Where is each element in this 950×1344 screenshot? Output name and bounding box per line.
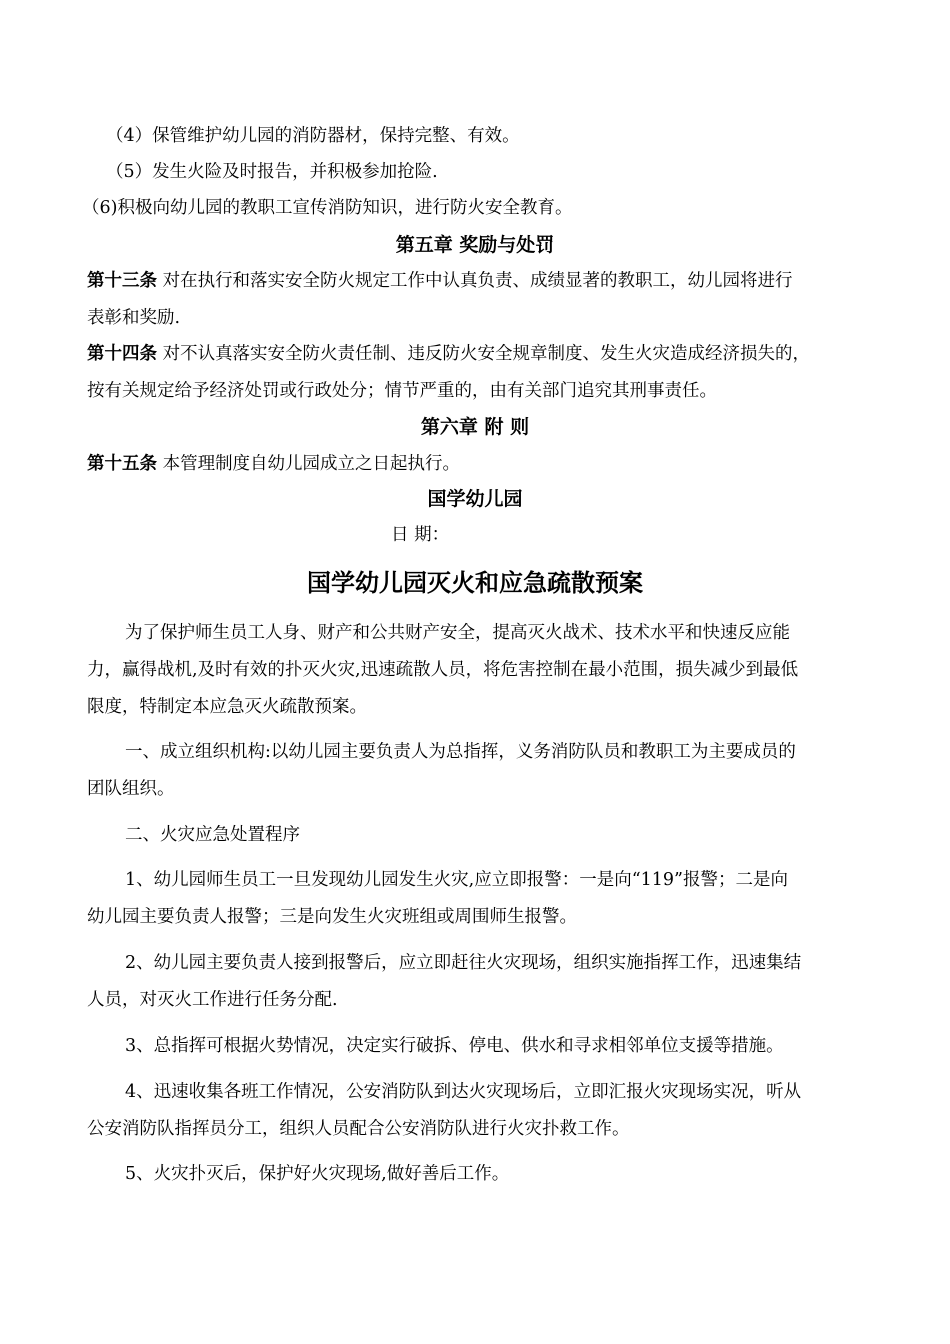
section-2-title: 二、火灾应急处置程序 [125, 825, 300, 845]
step-2-line-2: 人员，对灭火工作进行任务分配. [87, 990, 338, 1010]
article-15-text: 本管理制度自幼儿园成立之日起执行。 [157, 454, 461, 474]
article-14-line-1 [87, 346, 810, 364]
step-3: 3、总指挥可根据火势情况，决定实行破拆、停电、供水和寻求相邻单位支援等措施。 [125, 1036, 784, 1056]
step-1-line-2: 幼儿园主要负责人报警；三是向发生火灾班组或周围师生报警。 [87, 907, 577, 927]
step-4-line-2: 公安消防队指挥员分工，组织人员配合公安消防队进行火灾扑救工作。 [87, 1119, 630, 1139]
step-2-line-1: 2、幼儿园主要负责人接到报警后，应立即赶往火灾现场，组织实施指挥工作，迅速集结 [125, 953, 802, 973]
intro-line-3: 限度，特制定本应急灭火疏散预案。 [87, 697, 367, 717]
step-4-line-1: 4、迅速收集各班工作情况，公安消防队到达火灾现场后，立即汇报火灾现场实况，听从 [125, 1082, 802, 1102]
intro-line-1: 为了保护师生员工人身、财产和公共财产安全，提高灭火战术、技术水平和快速反应能 [125, 623, 790, 643]
article-14-label: 第十四条 [87, 344, 157, 364]
plan-title: 国学幼儿园灭火和应急疏散预案 [307, 569, 643, 597]
article-13-line-1 [87, 273, 793, 291]
section-1-line-2: 团队组织。 [87, 779, 175, 799]
chapter-5-title: 第五章 奖励与处罚 [395, 234, 555, 256]
article-14-text-1: 对不认真落实安全防火责任制、违反防火安全规章制度、发生火灾造成经济损失的， [157, 344, 811, 364]
step-1-line-1: 1、幼儿园师生员工一旦发现幼儿园发生火灾,应立即报警：一是向“119”报警；二是向 [125, 870, 788, 890]
article-15 [87, 456, 460, 474]
article-13-label: 第十三条 [87, 271, 157, 291]
duty-item-6: （6)积极向幼儿园的教职工宣传消防知识，进行防火安全教育。 [82, 198, 573, 218]
duty-item-4: （4）保管维护幼儿园的消防器材，保持完整、有效。 [106, 126, 520, 146]
signature-org: 国学幼儿园 [427, 488, 523, 510]
section-1-line-1: 一、成立组织机构:以幼儿园主要负责人为总指挥，义务消防队员和教职工为主要成员的 [125, 742, 796, 762]
signature-date: 日 期： [391, 525, 450, 545]
article-15-label: 第十五条 [87, 454, 157, 474]
article-14-line-2: 按有关规定给予经济处罚或行政处分；情节严重的，由有关部门追究其刑事责任。 [87, 381, 717, 401]
article-13-text-1: 对在执行和落实安全防火规定工作中认真负责、成绩显著的教职工，幼儿园将进行 [157, 271, 793, 291]
duty-item-5: （5）发生火险及时报告，并积极参加抢险. [106, 162, 438, 182]
article-13-line-2: 表彰和奖励. [87, 308, 181, 328]
chapter-6-title: 第六章 附 则 [420, 416, 530, 438]
step-5: 5、火灾扑灭后，保护好火灾现场,做好善后工作。 [125, 1164, 510, 1184]
intro-line-2: 力，赢得战机,及时有效的扑灭火灾,迅速疏散人员，将危害控制在最小范围，损失减少到最低 [87, 660, 799, 680]
